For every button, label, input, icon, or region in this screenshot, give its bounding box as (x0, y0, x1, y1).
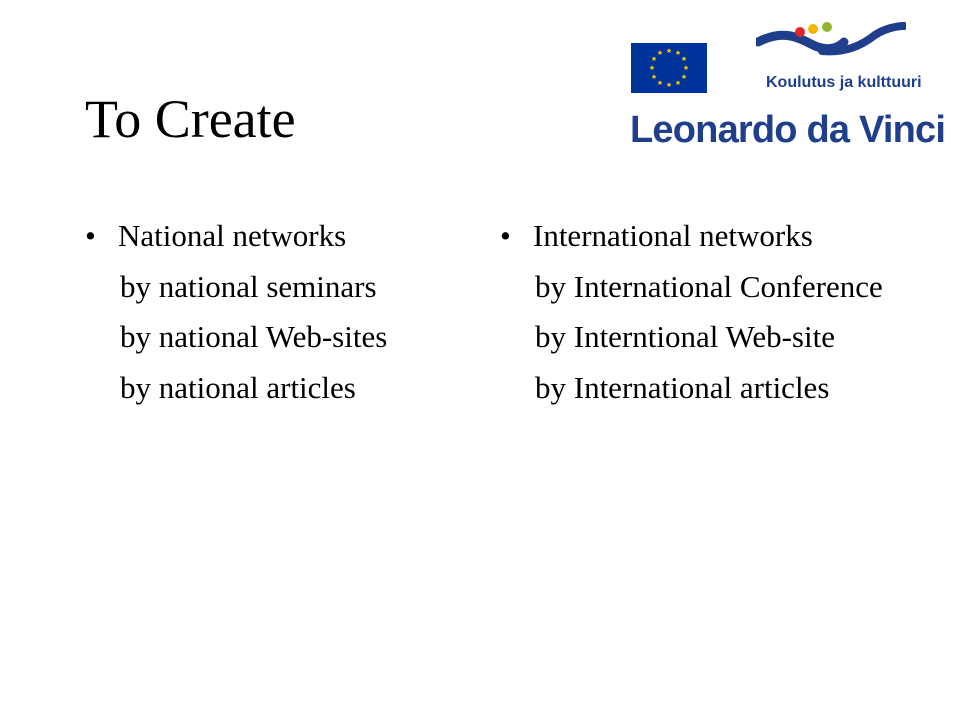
svg-text:★: ★ (650, 55, 658, 63)
international-network-item: by Interntional Web-site (535, 319, 835, 355)
logo-subtitle: Koulutus ja kulttuuri (766, 74, 922, 91)
international-networks-section (500, 218, 920, 421)
svg-text:★: ★ (656, 49, 664, 57)
svg-text:★: ★ (680, 55, 688, 63)
heading-text: International networks (533, 218, 813, 253)
international-network-item: by International articles (535, 369, 830, 405)
svg-text:★: ★ (650, 73, 658, 81)
svg-text:★: ★ (665, 81, 673, 89)
leonardo-da-vinci-logo (628, 22, 946, 157)
logo-name: Leonardo da Vinci (630, 109, 946, 151)
bullet-icon: • (85, 218, 96, 253)
national-network-item: by national articles (120, 369, 356, 405)
svg-text:★: ★ (674, 49, 682, 57)
national-network-item: by national Web-sites (120, 319, 388, 355)
eu-flag-icon (631, 43, 707, 93)
heading-text: National networks (118, 218, 347, 253)
bullet-icon: • (500, 218, 511, 253)
national-networks-section (85, 218, 465, 421)
svg-text:★: ★ (680, 73, 688, 81)
slide-title: To Create (85, 89, 296, 149)
svg-text:★: ★ (682, 64, 690, 72)
svg-text:★: ★ (648, 64, 656, 72)
svg-text:★: ★ (656, 79, 664, 87)
national-networks-heading (85, 218, 465, 254)
svg-text:★: ★ (674, 79, 682, 87)
program-swirl-icon (756, 22, 906, 72)
international-networks-heading (500, 218, 920, 254)
national-network-item: by national seminars (120, 268, 377, 304)
svg-text:★: ★ (665, 47, 673, 55)
international-network-item: by International Conference (535, 268, 883, 304)
